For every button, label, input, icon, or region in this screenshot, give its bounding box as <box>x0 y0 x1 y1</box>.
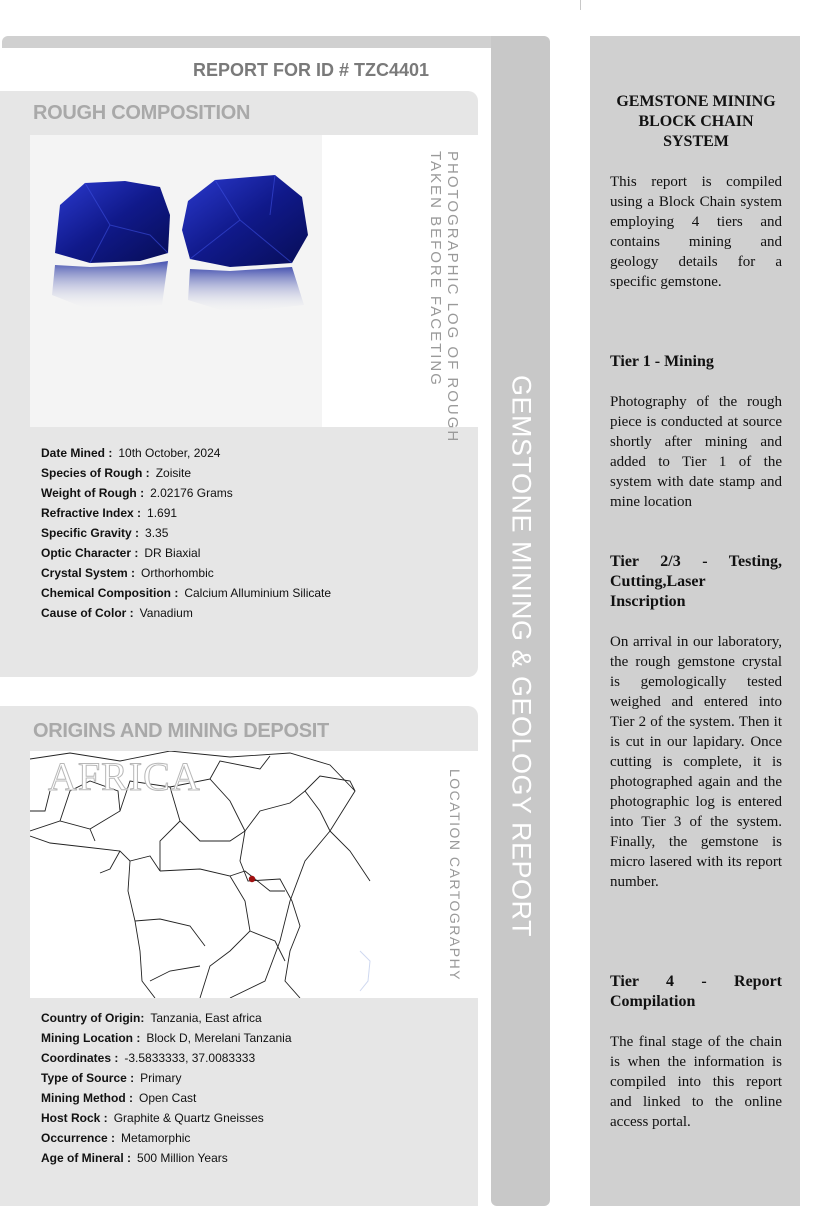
rough-field-weight: Weight of Rough : 2.02176 Grams <box>41 486 233 500</box>
rough-field-refractive-index: Refractive Index : 1.691 <box>41 506 178 520</box>
rough-field-species: Species of Rough : Zoisite <box>41 466 192 480</box>
rough-field-cause-of-color: Cause of Color : Vanadium <box>41 606 193 620</box>
vertical-title-strip <box>491 36 550 1206</box>
tier1-body: Photography of the rough piece is conducted at source shortly after mining and added to Tier 1 of the system with date stamp and mine location <box>610 394 782 510</box>
rough-field-crystal-system: Crystal System : Orthorhombic <box>41 566 214 580</box>
origin-field-occurrence: Occurrence : Metamorphic <box>41 1131 191 1145</box>
photo-caption <box>427 151 461 443</box>
rough-composition-title: ROUGH COMPOSITION <box>33 102 251 124</box>
report-id-heading: REPORT FOR ID # TZC4401 <box>193 60 430 80</box>
origin-field-coordinates: Coordinates : -3.5833333, 37.0083333 <box>41 1051 256 1065</box>
tier1-heading: Tier 1 - Mining <box>610 353 714 370</box>
origin-field-type-of-source: Type of Source : Primary <box>41 1071 182 1085</box>
tier23-heading: Tier 2/3 - Testing, Cutting,Laser Inscription <box>610 553 782 610</box>
top-divider-tick <box>580 0 581 10</box>
tier23-body: On arrival in our laboratory, the rough gemstone crystal is gemologically tested weighed and entered into Tier 2 of the system. Then it is cut in our lapidary. Once cutting is complete, it is photographed again and the photographic log is entered into Tier 3 of the system. Finally, the gemstone is micro lasered with its report number. <box>610 634 782 890</box>
tier4-body: The final stage of the chain is when the information is compiled into this report and linked to the online access portal. <box>610 1034 782 1130</box>
origin-field-mining-location: Mining Location : Block D, Merelani Tanzania <box>41 1031 292 1045</box>
map-region-label: AFRICA <box>48 754 201 799</box>
rough-photo <box>30 135 322 427</box>
photo-caption-line1: PHOTOGRAPHIC LOG OF ROUGH <box>444 151 461 444</box>
origin-field-host-rock: Host Rock : Graphite & Quartz Gneisses <box>41 1111 264 1125</box>
system-title: GEMSTONE MINING BLOCK CHAIN SYSTEM <box>616 93 776 150</box>
photo-caption-line2: TAKEN BEFORE FACETING <box>427 151 444 387</box>
system-intro: This report is compiled using a Block Chain system employing 4 tiers and contains mining and geology details for a specific gemstone. <box>610 174 782 290</box>
rough-field-specific-gravity: Specific Gravity : 3.35 <box>41 526 169 540</box>
header-bar <box>2 36 502 48</box>
rough-photo-frame <box>30 135 478 444</box>
map-frame <box>30 751 478 998</box>
blockchain-info-panel <box>590 36 800 1206</box>
rough-field-optic-character: Optic Character : DR Biaxial <box>41 546 201 560</box>
rough-field-chemical-composition: Chemical Composition : Calcium Alluminium Silicate <box>41 586 332 600</box>
vertical-report-title: GEMSTONE MINING & GEOLOGY REPORT <box>506 374 536 938</box>
origin-field-mining-method: Mining Method : Open Cast <box>41 1091 197 1105</box>
map-caption: LOCATION CARTOGRAPHY <box>447 769 463 982</box>
origins-title: ORIGINS AND MINING DEPOSIT <box>33 720 329 742</box>
origin-field-country: Country of Origin: Tanzania, East africa <box>41 1011 262 1025</box>
tier4-heading: Tier 4 - Report Compilation <box>610 973 782 1010</box>
mine-location-marker <box>249 876 255 882</box>
rough-field-date-mined: Date Mined : 10th October, 2024 <box>41 446 221 460</box>
gemstone-rough-image <box>30 135 322 427</box>
origin-field-age-of-mineral: Age of Mineral : 500 Million Years <box>41 1151 228 1165</box>
